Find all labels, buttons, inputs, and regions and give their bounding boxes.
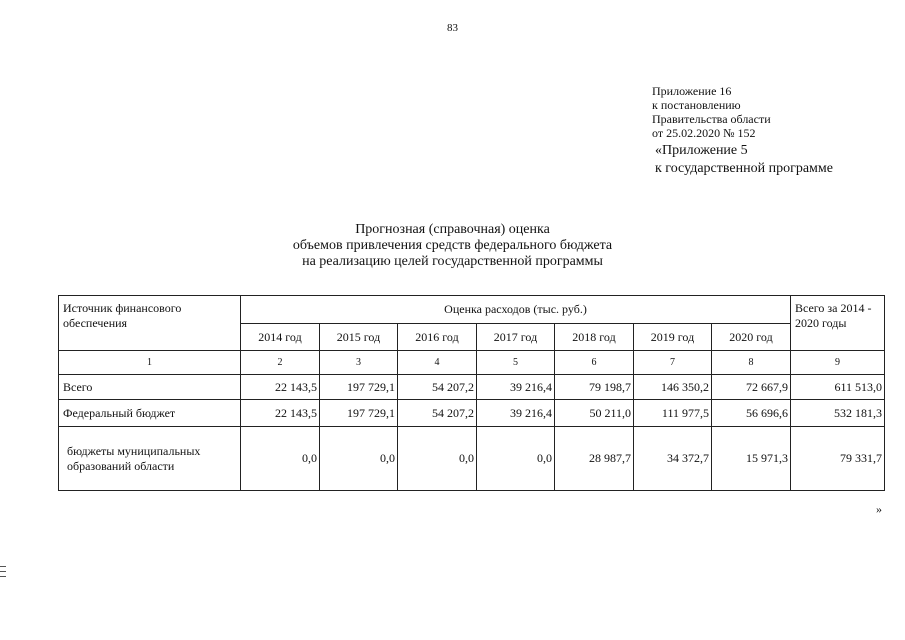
financing-table xyxy=(58,295,885,491)
value-cell: 28 987,7 xyxy=(555,427,634,491)
value-cell: 15 971,3 xyxy=(712,427,791,491)
column-number: 8 xyxy=(712,351,791,375)
value-cell: 197 729,1 xyxy=(320,400,398,427)
header-source: Источник финансового обеспечения xyxy=(59,296,241,351)
appendix-line-1: Приложение 16 xyxy=(652,84,732,98)
value-cell: 0,0 xyxy=(477,427,555,491)
value-cell: 111 977,5 xyxy=(634,400,712,427)
value-cell: 39 216,4 xyxy=(477,400,555,427)
value-cell: 532 181,3 xyxy=(791,400,885,427)
column-number: 5 xyxy=(477,351,555,375)
column-number: 3 xyxy=(320,351,398,375)
appendix-line-6: к государственной программе xyxy=(655,161,833,176)
column-number: 2 xyxy=(241,351,320,375)
value-cell: 22 143,5 xyxy=(241,400,320,427)
value-cell: 0,0 xyxy=(320,427,398,491)
year-2014: 2014 год xyxy=(241,324,320,351)
appendix-line-2: к постановлению xyxy=(652,98,741,112)
header-row-top xyxy=(59,296,885,324)
header-total: Всего за 2014 - 2020 годы xyxy=(791,296,885,351)
page-number: 83 xyxy=(447,22,458,34)
title-line-2: объемов привлечения средств федерального бюджета xyxy=(292,238,613,253)
title-line-1: Прогнозная (справочная) оценка xyxy=(355,222,550,237)
value-cell: 72 667,9 xyxy=(712,375,791,400)
column-number: 6 xyxy=(555,351,634,375)
table-row-federal xyxy=(59,400,885,427)
value-cell: 79 198,7 xyxy=(555,375,634,400)
value-cell: 54 207,2 xyxy=(398,400,477,427)
column-number-row xyxy=(59,351,885,375)
table-row-municipal xyxy=(59,427,885,491)
row-label: Всего xyxy=(59,375,241,400)
year-2018: 2018 год xyxy=(555,324,634,351)
column-number: 7 xyxy=(634,351,712,375)
value-cell: 197 729,1 xyxy=(320,375,398,400)
appendix-line-5: «Приложение 5 xyxy=(655,143,748,158)
column-number: 1 xyxy=(59,351,241,375)
year-2020: 2020 год xyxy=(712,324,791,351)
value-cell: 50 211,0 xyxy=(555,400,634,427)
value-cell: 34 372,7 xyxy=(634,427,712,491)
value-cell: 0,0 xyxy=(398,427,477,491)
year-2015: 2015 год xyxy=(320,324,398,351)
value-cell: 22 143,5 xyxy=(241,375,320,400)
year-2019: 2019 год xyxy=(634,324,712,351)
year-2016: 2016 год xyxy=(398,324,477,351)
appendix-line-3: Правительства области xyxy=(652,112,771,126)
year-2017: 2017 год xyxy=(477,324,555,351)
header-estimate: Оценка расходов (тыс. руб.) xyxy=(241,296,791,324)
scan-margin-marks xyxy=(0,566,6,581)
value-cell: 54 207,2 xyxy=(398,375,477,400)
column-number: 9 xyxy=(791,351,885,375)
value-cell: 56 696,6 xyxy=(712,400,791,427)
appendix-line-4: от 25.02.2020 № 152 xyxy=(652,126,756,140)
value-cell: 146 350,2 xyxy=(634,375,712,400)
closing-quote: » xyxy=(876,502,882,516)
title-line-3: на реализацию целей государственной программы xyxy=(302,254,603,269)
value-cell: 0,0 xyxy=(241,427,320,491)
table-row-total xyxy=(59,375,885,400)
value-cell: 39 216,4 xyxy=(477,375,555,400)
column-number: 4 xyxy=(398,351,477,375)
row-label: бюджеты муниципальных образований области xyxy=(59,427,241,491)
value-cell: 79 331,7 xyxy=(791,427,885,491)
row-label: Федеральный бюджет xyxy=(59,400,241,427)
value-cell: 611 513,0 xyxy=(791,375,885,400)
document-title xyxy=(0,222,905,270)
